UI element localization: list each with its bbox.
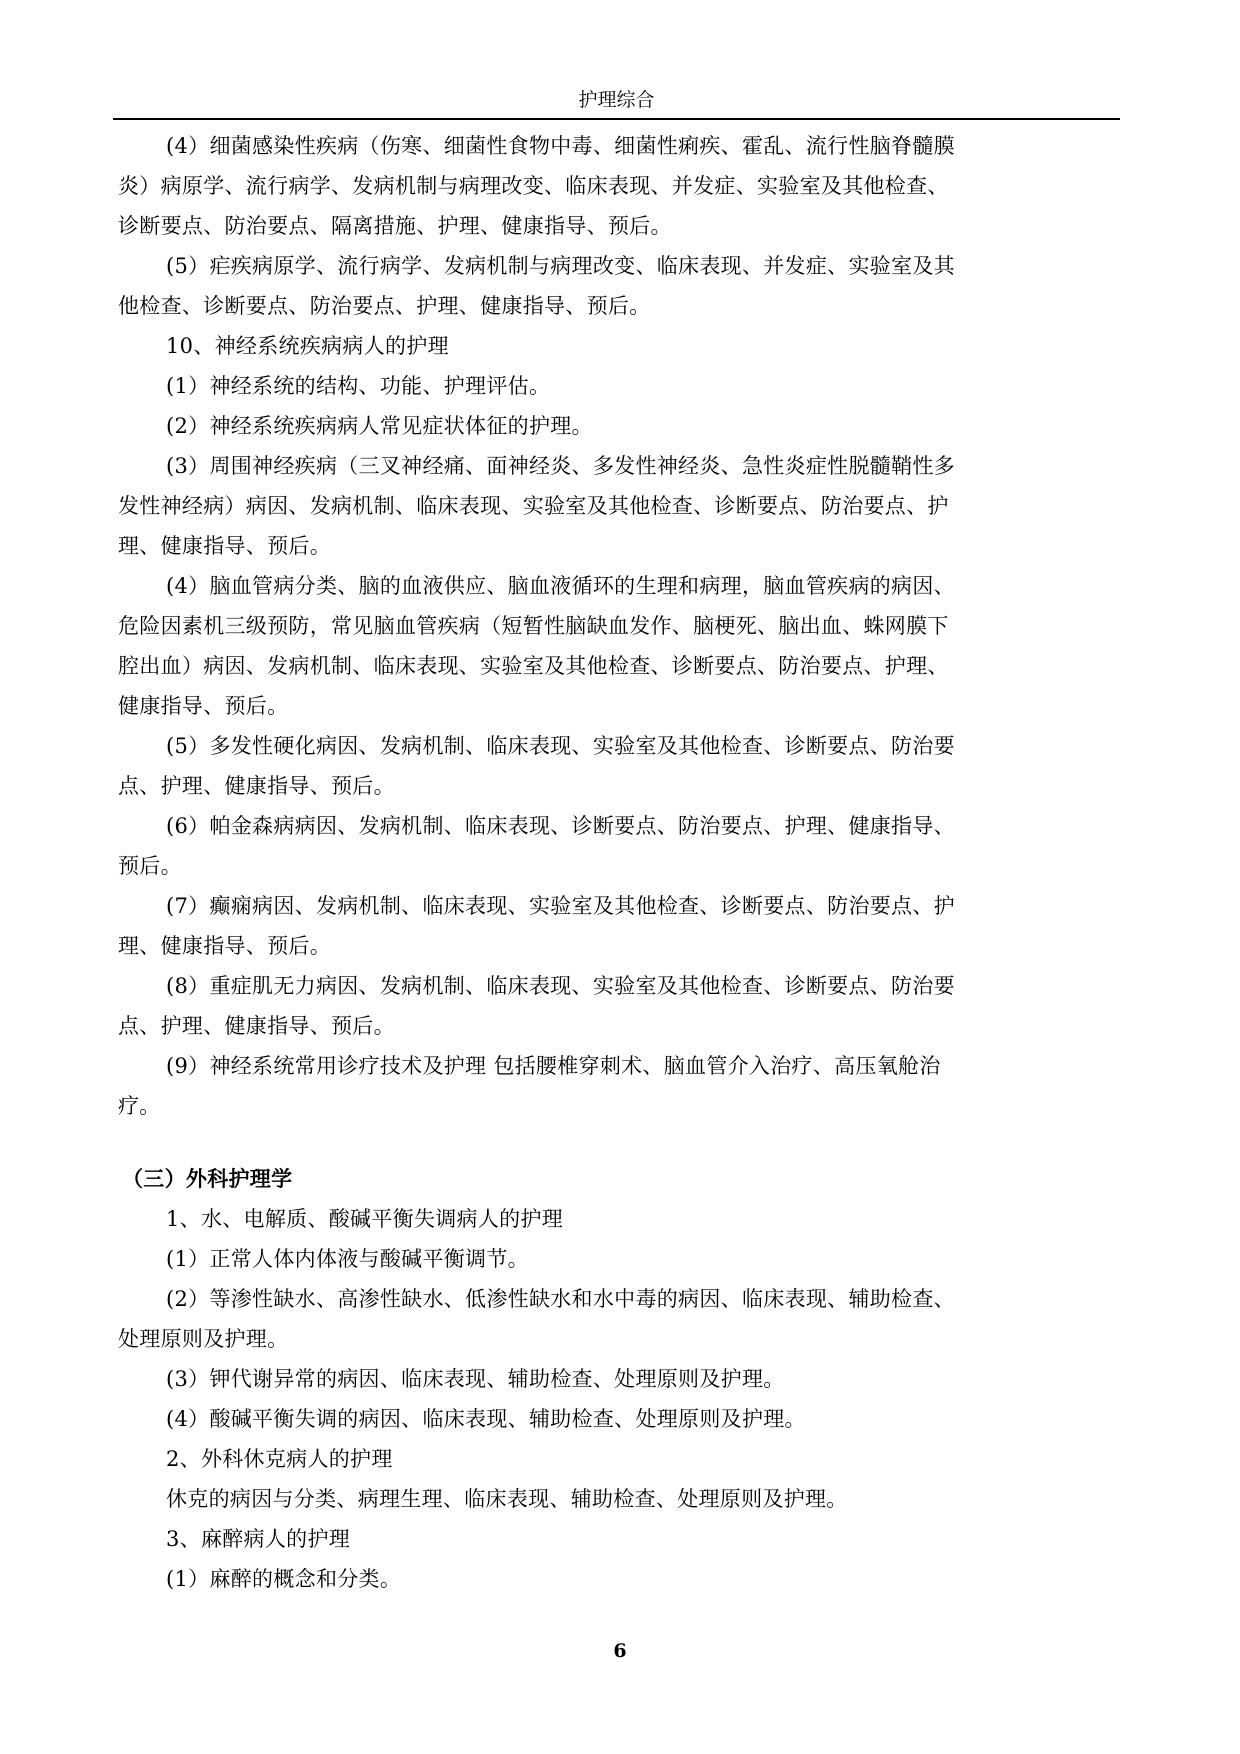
paragraph-line: (2）神经系统疾病病人常见症状体征的护理。 bbox=[166, 414, 593, 438]
paragraph-line: 疗。 bbox=[118, 1094, 161, 1118]
paragraph-line: 危险因素机三级预防，常见脑血管疾病（短暂性脑缺血发作、脑梗死、脑出血、蛛网膜下 bbox=[118, 614, 949, 638]
document-body bbox=[118, 126, 1118, 1599]
subsection-heading: 3、麻醉病人的护理 bbox=[166, 1527, 351, 1551]
paragraph-line: (1）神经系统的结构、功能、护理评估。 bbox=[166, 374, 551, 398]
paragraph-line: 休克的病因与分类、病理生理、临床表现、辅助检查、处理原则及护理。 bbox=[166, 1487, 848, 1511]
paragraph-line: (4）酸碱平衡失调的病因、临床表现、辅助检查、处理原则及护理。 bbox=[166, 1407, 806, 1431]
paragraph-line: (1）麻醉的概念和分类。 bbox=[166, 1567, 402, 1591]
paragraph-line: (8）重症肌无力病因、发病机制、临床表现、实验室及其他检查、诊断要点、防治要 bbox=[166, 974, 955, 998]
paragraph-line: (9）神经系统常用诊疗技术及护理 包括腰椎穿刺术、脑血管介入治疗、高压氧舱治 bbox=[166, 1054, 941, 1078]
paragraph-line: 发性神经病）病因、发病机制、临床表现、实验室及其他检查、诊断要点、防治要点、护 bbox=[118, 494, 949, 518]
paragraph-line: (3）周围神经疾病（三叉神经痛、面神经炎、多发性神经炎、急性炎症性脱髓鞘性多 bbox=[166, 454, 955, 478]
section-heading: （三）外科护理学 bbox=[122, 1166, 293, 1191]
paragraph-line: 诊断要点、防治要点、隔离措施、护理、健康指导、预后。 bbox=[118, 214, 672, 238]
subsection-heading: 1、水、电解质、酸碱平衡失调病人的护理 bbox=[166, 1207, 564, 1231]
paragraph-line: (5）疟疾病原学、流行病学、发病机制与病理改变、临床表现、并发症、实验室及其 bbox=[166, 254, 955, 278]
paragraph-line: (5）多发性硬化病因、发病机制、临床表现、实验室及其他检查、诊断要点、防治要 bbox=[166, 734, 955, 758]
paragraph-line: 腔出血）病因、发病机制、临床表现、实验室及其他检查、诊断要点、防治要点、护理、 bbox=[118, 654, 949, 678]
paragraph-line: 预后。 bbox=[118, 854, 182, 878]
paragraph-line: 炎）病原学、流行病学、发病机制与病理改变、临床表现、并发症、实验室及其他检查、 bbox=[118, 174, 949, 198]
paragraph-line: 健康指导、预后。 bbox=[118, 694, 289, 718]
paragraph-line: 理、健康指导、预后。 bbox=[118, 934, 331, 958]
page-number: 6 bbox=[613, 1640, 627, 1662]
paragraph-line: 他检查、诊断要点、防治要点、护理、健康指导、预后。 bbox=[118, 294, 651, 318]
running-header: 护理综合 bbox=[578, 89, 655, 111]
paragraph-line: 点、护理、健康指导、预后。 bbox=[118, 1014, 395, 1038]
paragraph-line: (4）脑血管病分类、脑的血液供应、脑血液循环的生理和病理，脑血管疾病的病因、 bbox=[166, 574, 955, 598]
subsection-heading: 10、神经系统疾病病人的护理 bbox=[166, 334, 449, 358]
paragraph-line: 理、健康指导、预后。 bbox=[118, 534, 331, 558]
paragraph-line: (1）正常人体内体液与酸碱平衡调节。 bbox=[166, 1247, 529, 1271]
paragraph-line: (4）细菌感染性疾病（伤寒、细菌性食物中毒、细菌性痢疾、霍乱、流行性脑脊髓膜 bbox=[166, 134, 955, 158]
paragraph-line: (6）帕金森病病因、发病机制、临床表现、诊断要点、防治要点、护理、健康指导、 bbox=[166, 814, 955, 838]
paragraph-line: (7）癫痫病因、发病机制、临床表现、实验室及其他检查、诊断要点、防治要点、护 bbox=[166, 894, 955, 918]
paragraph-line: 处理原则及护理。 bbox=[118, 1327, 289, 1351]
section-spacer bbox=[118, 1126, 1118, 1159]
paragraph-line: (3）钾代谢异常的病因、临床表现、辅助检查、处理原则及护理。 bbox=[166, 1367, 785, 1391]
paragraph-line: 点、护理、健康指导、预后。 bbox=[118, 774, 395, 798]
header-rule bbox=[113, 118, 1120, 120]
subsection-heading: 2、外科休克病人的护理 bbox=[166, 1447, 393, 1471]
paragraph-line: (2）等渗性缺水、高渗性缺水、低渗性缺水和水中毒的病因、临床表现、辅助检查、 bbox=[166, 1287, 955, 1311]
